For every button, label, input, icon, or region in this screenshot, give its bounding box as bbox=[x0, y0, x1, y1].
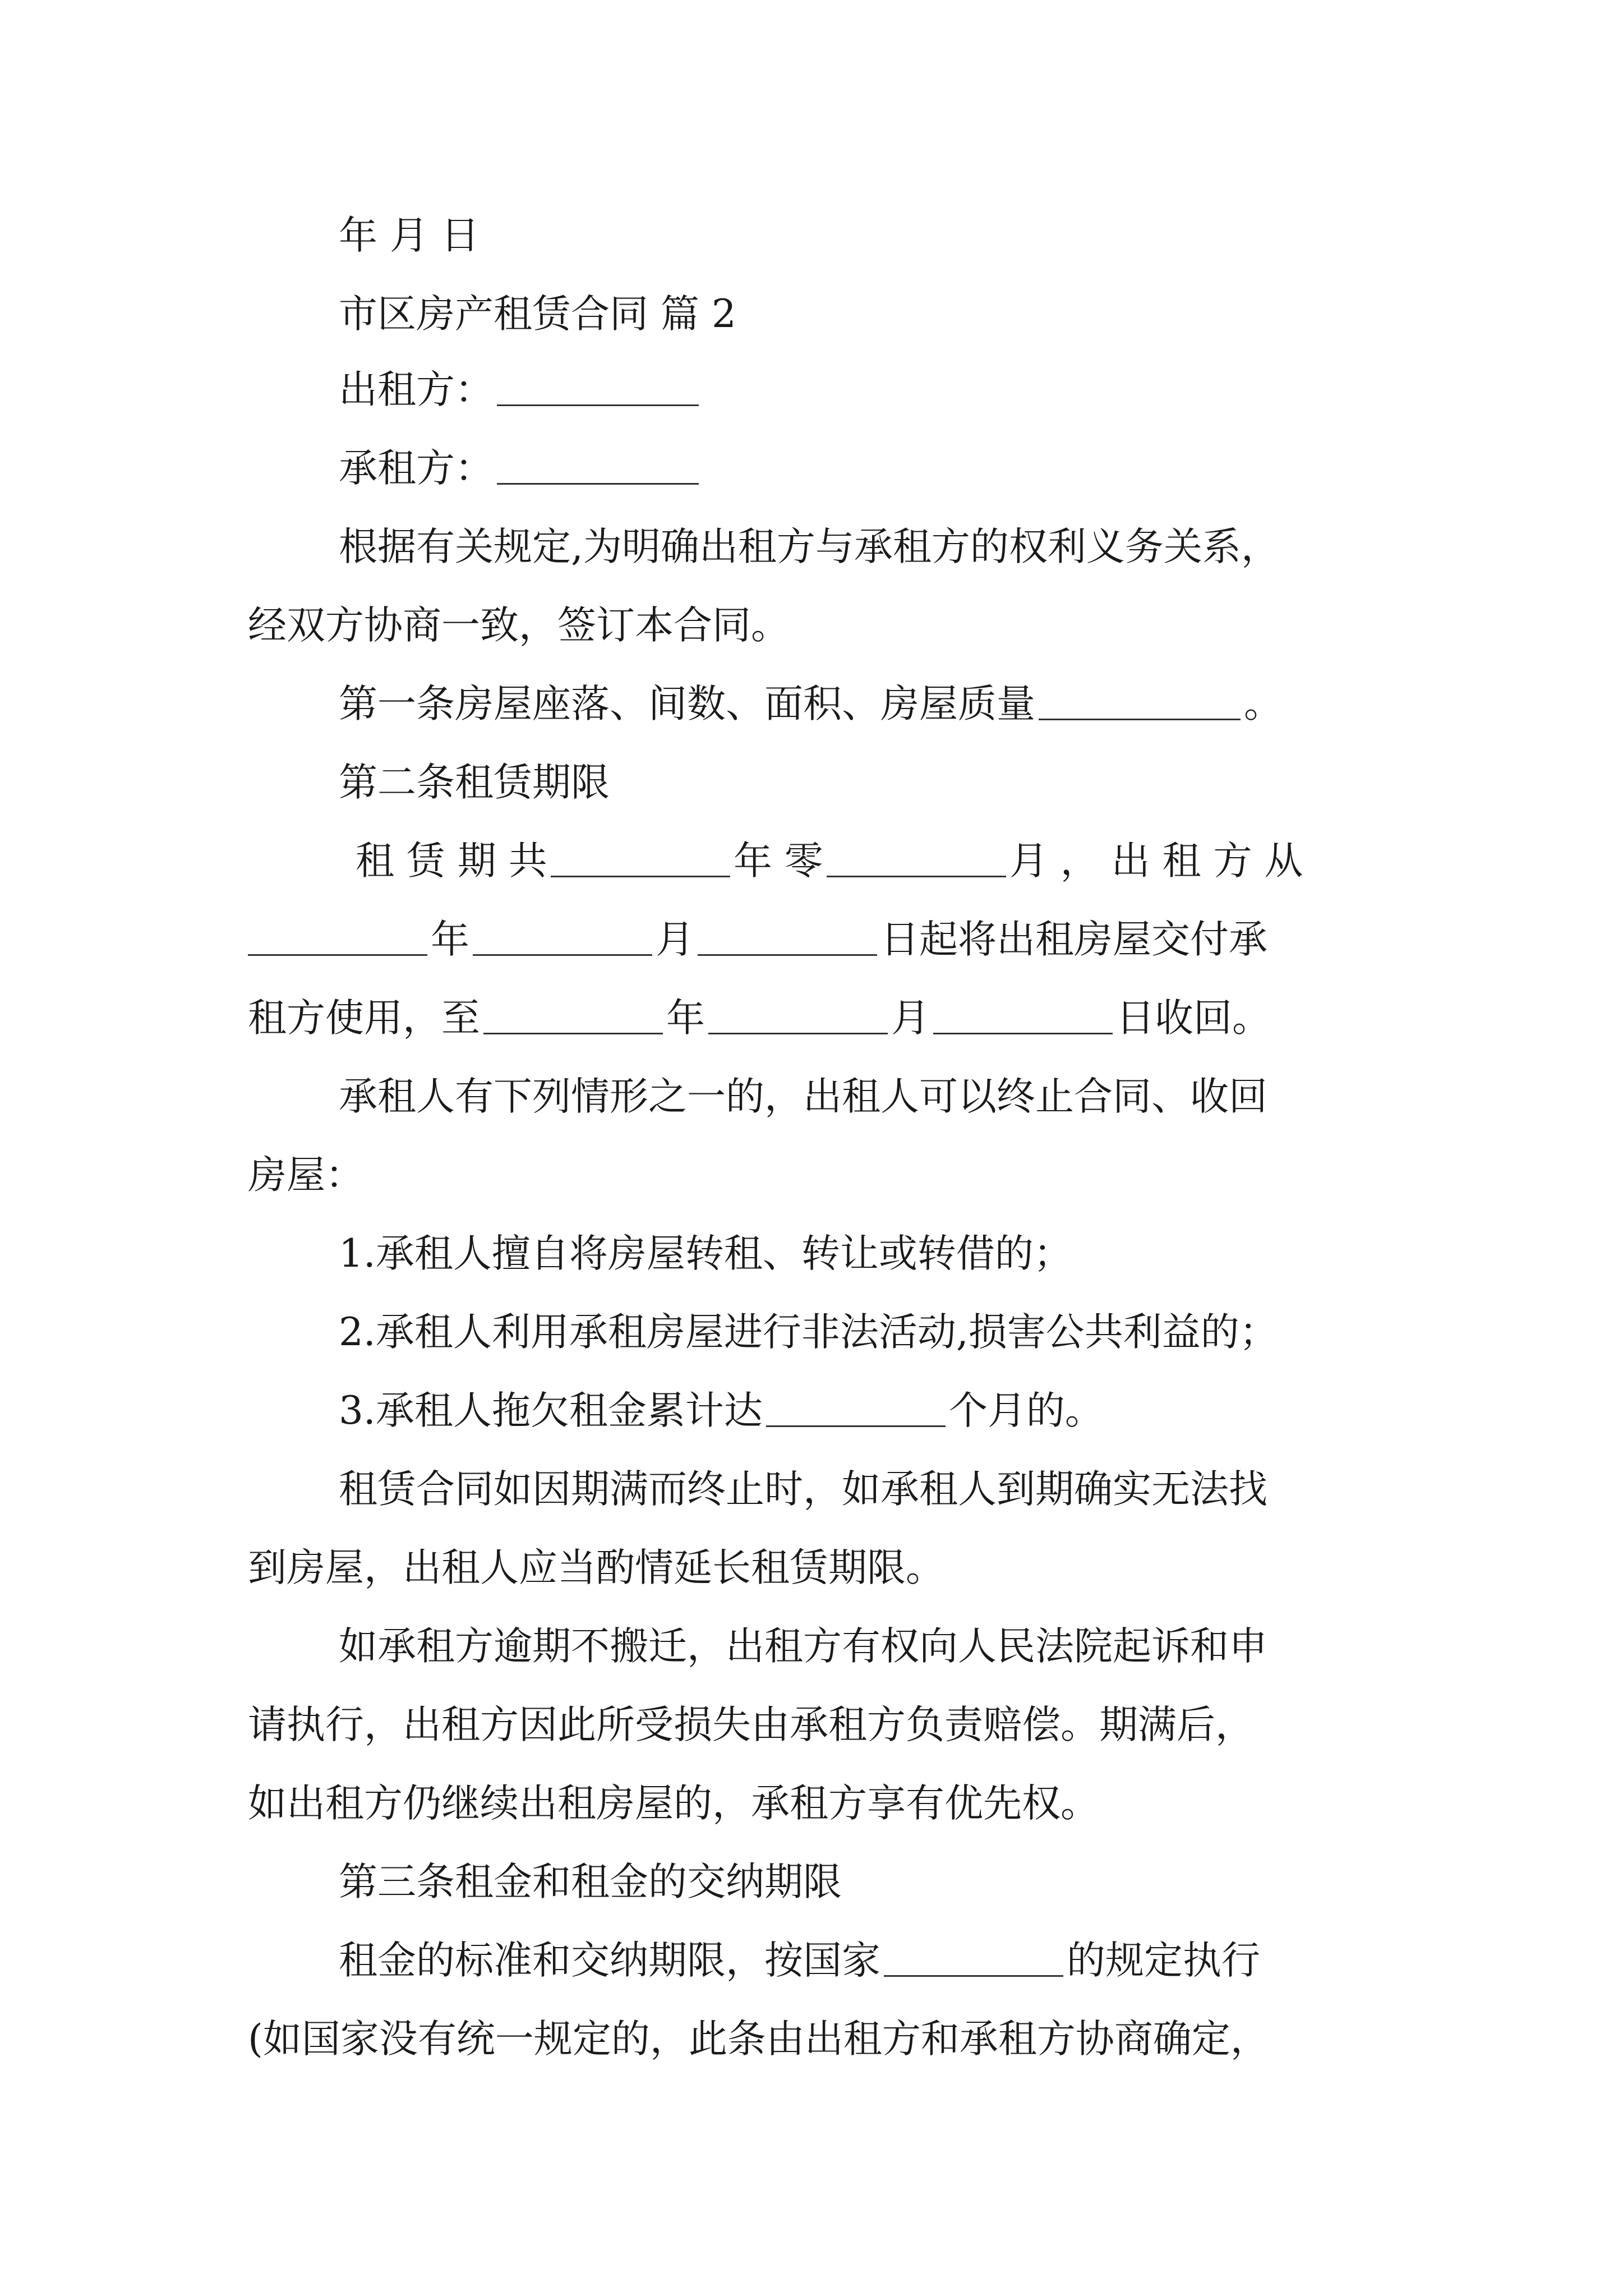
date-line bbox=[339, 210, 479, 261]
termination-text-2: 房屋： bbox=[248, 1153, 364, 1198]
lessee-line bbox=[339, 443, 702, 494]
start-month-blank bbox=[473, 954, 652, 956]
rent-line-1 bbox=[339, 1935, 1260, 1986]
list-item-1-text: 1.承租人擅自将房屋转租、转让或转借的； bbox=[339, 1231, 1072, 1276]
list-item-1 bbox=[339, 1228, 1072, 1279]
rent-line-2 bbox=[248, 2014, 1269, 2064]
term-line-2 bbox=[248, 914, 1267, 965]
expiry-line-1 bbox=[339, 1464, 1267, 1515]
end-month-text: 月 bbox=[891, 996, 930, 1041]
term-months-blank bbox=[827, 875, 1006, 877]
preamble-line-1 bbox=[339, 522, 1280, 572]
termination-line-1 bbox=[339, 1071, 1267, 1122]
term-text-a: 租 赁 期 共 bbox=[356, 839, 547, 884]
preamble-text-1: 根据有关规定,为明确出租方与承租方的权利义务关系， bbox=[339, 524, 1280, 569]
article-1-text: 第一条房屋座落、间数、面积、房屋质量 bbox=[339, 682, 1035, 726]
rent-text-2: (如国家没有统一规定的，此条由出租方和承租方协商确定， bbox=[248, 2017, 1269, 2062]
term-line-1 bbox=[356, 836, 1303, 886]
end-year-text: 年 bbox=[666, 996, 705, 1041]
overdue-text-1: 如承租方逾期不搬迁，出租方有权向人民法院起诉和申 bbox=[339, 1624, 1267, 1669]
term-line-3 bbox=[248, 993, 1271, 1043]
arrears-months-blank bbox=[766, 1425, 946, 1427]
termination-text-1: 承租人有下列情形之一的，出租人可以终止合同、收回 bbox=[339, 1074, 1267, 1119]
end-day-text: 日收回。 bbox=[1116, 996, 1271, 1041]
article-2-heading-text: 第二条租赁期限 bbox=[339, 760, 610, 805]
lessor-label: 出租方： bbox=[339, 367, 494, 412]
overdue-line-2 bbox=[248, 1700, 1254, 1750]
start-day-blank bbox=[698, 954, 877, 956]
expiry-text-1: 租赁合同如因期满而终止时，如承租人到期确实无法找 bbox=[339, 1467, 1267, 1512]
lessee-blank bbox=[497, 482, 699, 485]
start-year-text: 年 bbox=[431, 917, 469, 962]
article-1 bbox=[339, 679, 1283, 729]
preamble-line-2 bbox=[248, 600, 790, 651]
start-year-blank bbox=[248, 954, 427, 956]
term-text-c: 月 ， 出 租 方 从 bbox=[1009, 839, 1303, 884]
end-year-blank bbox=[483, 1032, 663, 1034]
article-1-end: 。 bbox=[1244, 682, 1283, 726]
expiry-text-2: 到房屋，出租人应当酌情延长租赁期限。 bbox=[248, 1545, 944, 1590]
preamble-text-2: 经双方协商一致，签订本合同。 bbox=[248, 603, 790, 648]
termination-line-2 bbox=[248, 1150, 364, 1200]
end-month-blank bbox=[708, 1032, 888, 1034]
article-3-heading-text: 第三条租金和租金的交纳期限 bbox=[339, 1860, 842, 1904]
rent-text-1: 租金的标准和交纳期限，按国家 bbox=[339, 1938, 880, 1983]
list-item-3-text: 3.承租人拖欠租金累计达 bbox=[339, 1388, 763, 1433]
list-item-3-end: 个月的。 bbox=[948, 1388, 1104, 1433]
overdue-line-1 bbox=[339, 1621, 1267, 1672]
list-item-2 bbox=[339, 1307, 1278, 1358]
overdue-line-3 bbox=[248, 1778, 1099, 1829]
end-day-blank bbox=[933, 1032, 1113, 1034]
article-3-heading bbox=[339, 1857, 842, 1907]
lessor-line bbox=[339, 365, 702, 415]
list-item-2-text: 2.承租人利用承租房屋进行非法活动,损害公共利益的； bbox=[339, 1310, 1278, 1355]
term-years-blank bbox=[551, 875, 730, 877]
term-text-b: 年 零 bbox=[733, 839, 823, 884]
date-text: 年 月 日 bbox=[339, 213, 479, 258]
rent-text-1-end: 的规定执行 bbox=[1067, 1938, 1260, 1983]
overdue-text-3: 如出租方仍继续出租房屋的，承租方享有优先权。 bbox=[248, 1781, 1099, 1826]
start-month-text: 月 bbox=[656, 917, 694, 962]
overdue-text-2: 请执行，出租方因此所受损失由承租方负责赔偿。期满后， bbox=[248, 1703, 1254, 1747]
article-1-blank bbox=[1039, 718, 1241, 720]
title-text: 市区房产租赁合同 篇 2 bbox=[339, 292, 736, 337]
contract-title bbox=[339, 289, 736, 339]
expiry-line-2 bbox=[248, 1543, 944, 1593]
until-text: 租方使用，至 bbox=[248, 996, 480, 1041]
rent-standard-blank bbox=[884, 1975, 1063, 1977]
list-item-3 bbox=[339, 1386, 1104, 1436]
article-2-heading bbox=[339, 757, 610, 808]
lessor-blank bbox=[497, 404, 699, 406]
start-day-text: 日起将出租房屋交付承 bbox=[880, 917, 1267, 962]
lessee-label: 承租方： bbox=[339, 446, 494, 491]
